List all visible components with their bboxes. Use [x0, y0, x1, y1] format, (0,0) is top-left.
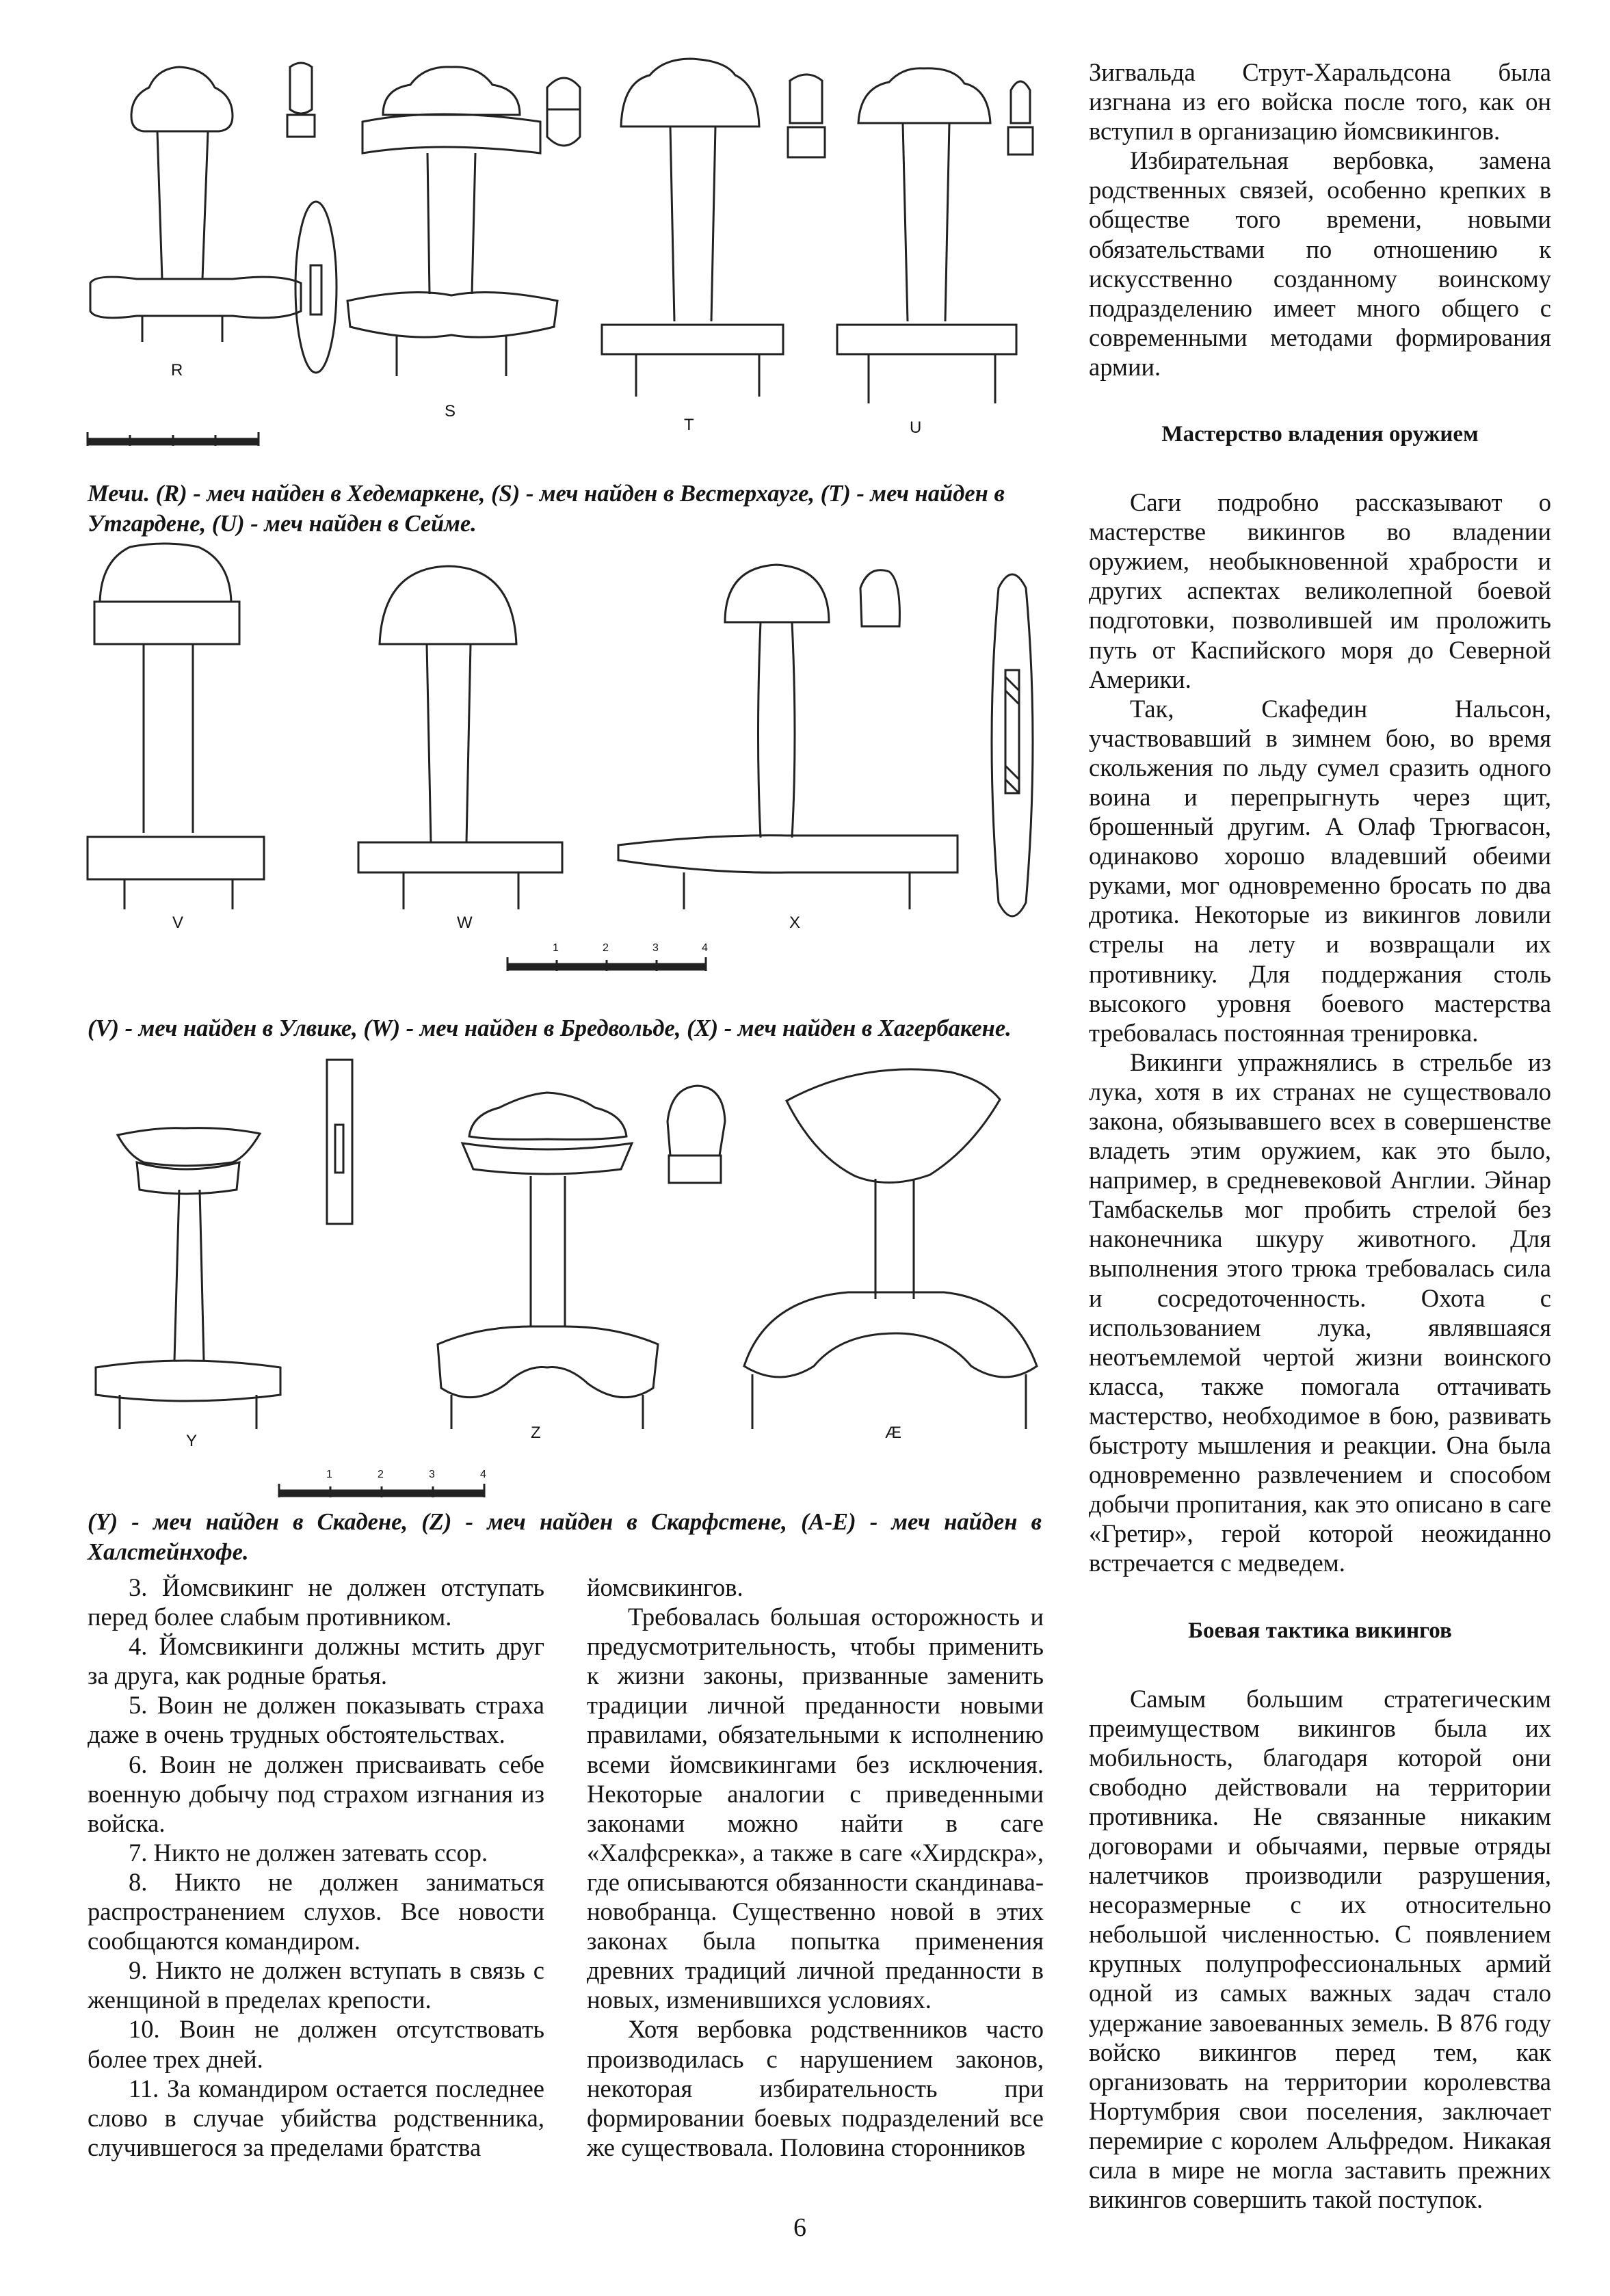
- sword-Y-drawing: [96, 1060, 352, 1429]
- rule-paragraph: 11. За командиром остается последнее слово в случае убийства родственника, случившегося за пределами братства: [88, 2074, 544, 2161]
- page-number: 6: [793, 2213, 806, 2242]
- figure-caption-row2: (V) - меч найден в Улвике, (W) - меч найден в Бредвольде, (X) - меч найден в Хагербакене.: [88, 1015, 1012, 1041]
- scale-mark: 2: [378, 1469, 384, 1480]
- rule-paragraph: 7. Никто не должен затевать ссор.: [129, 1838, 488, 1867]
- scale-mark: 1: [553, 942, 559, 954]
- sword-T-drawing: [602, 59, 825, 397]
- body-paragraph: Саги подробно рассказывают о мастерстве викингов во владении оружием, необыкновенной храбрости и других аспектах великолепной боевой подготовки, позволившей им проложить путь от Каспийского моря до Северной Америки.: [1089, 488, 1551, 693]
- scale-mark: 4: [702, 942, 708, 954]
- rule-paragraph: 4. Йомсвикинги должны мстить друг за друга, как родные братья.: [88, 1632, 544, 1690]
- scale-mark: 3: [652, 942, 659, 954]
- figure-label-S: S: [445, 402, 456, 421]
- figure-label-V: V: [172, 913, 184, 932]
- sword-W-drawing: [358, 566, 562, 909]
- figure-caption-row3: (Y) - меч найден в Скадене, (Z) - меч найден в Скарфстене, (A-E) - меч найден в Халстейнхофе.: [88, 1509, 1042, 1565]
- body-paragraph: Так, Скафедин Нальсон, участвовавший в зимнем бою, во время скольжения по льду сумел сразить одного воина и перепрыгнуть через щит, брошенный другим. А Олаф Трюгвасон, одинаково хорошо владевший обеими руками, мог одновременно бросать по два дротика. Некоторые из викингов ловили стрелы на лету и возвращали их противнику. Для поддержания столь высокого уровня боевого мастерства требовалась постоянная тренировка.: [1089, 694, 1551, 1047]
- figure-label-Z: Z: [531, 1424, 541, 1442]
- section-heading-combat-tactics: Боевая тактика викингов: [1188, 1618, 1452, 1643]
- scale-mark: 4: [480, 1469, 486, 1480]
- body-paragraph: Требовалась большая осторожность и предусмотрительность, чтобы применить к жизни законы, призванные заменить традиции личной преданности новыми правилами, обязательными к исполнению всеми йомсвикингами без исключения. Некоторые аналогии с приведенными законами можно найти в саге «Халфсрекка», а также в саге «Хирдскра», где описываются обязанности скандинава-новобранца. Существенно новой в этих законах была попытка применения древних традиций личной преданности в новых, изменившихся условиях.: [587, 1603, 1044, 2014]
- figure-caption-row1: Мечи. (R) - меч найден в Хедемаркене, (S) - меч найден в Вестерхауге, (T) - меч найден в Утгардене, (U) - меч найден в Сейме.: [88, 481, 1005, 537]
- middle-column: [587, 1573, 1044, 2162]
- figure-label-R: R: [171, 361, 183, 379]
- body-paragraph: Викинги упражнялись в стрельбе из лука, хотя в их странах не существовало закона, обязывавшего всех в совершенстве владеть этим оружием, как это было, например, в средневековой Англии. Эйнар Тамбаскельв мог пробить стрелой без наконечника шкуру животного. Для выполнения этого трюка требовалась сила и сосредоточенность. Охота с использованием лука, являвшаяся неотъемлемой чертой жизни воинского класса, также помогала оттачивать мастерство, необходимое в бою, развивать быстроту мышления и реакции. Она была одновременно развлечением и способом добычи пропитания, как это описано в саге «Гретир», герой которой неожиданно встречается с медведем.: [1089, 1047, 1551, 1577]
- rule-paragraph: 6. Воин не должен присваивать себе военную добычу под страхом изгнания из войска.: [88, 1750, 544, 1837]
- body-paragraph: Избирательная вербовка, замена родственных связей, особенно крепких в обществе того времени, новыми обязательствами по отношению к искусственно созданному воинскому подразделению имеет много общего с современными методами формирования армии.: [1089, 146, 1551, 381]
- figure-label-T: T: [684, 416, 694, 434]
- body-paragraph: Хотя вербовка родственников часто производилась с нарушением законов, некоторая избирательность при формировании боевых подразделений все же существовала. Половина сторонников: [587, 2015, 1044, 2161]
- sword-V-drawing: [88, 544, 264, 909]
- rule-paragraph: 3. Йомсвикинг не должен отступать перед более слабым противником.: [88, 1573, 544, 1631]
- section-heading-weapon-mastery: Мастерство владения оружием: [1161, 422, 1479, 447]
- rule-paragraph: 8. Никто не должен заниматься распространением слухов. Все новости сообщаются командиром.: [88, 1867, 544, 1955]
- sword-S-drawing: [347, 67, 580, 376]
- figure-label-U: U: [910, 418, 922, 437]
- figure-label-AE: Æ: [885, 1424, 901, 1442]
- rule-paragraph: 5. Воин не должен показывать страха даже в очень трудных обстоятельствах.: [88, 1691, 544, 1749]
- right-column: [1089, 57, 1551, 2214]
- scale-mark: 3: [429, 1469, 435, 1480]
- rule-paragraph: 10. Воин не должен отсутствовать более трех дней.: [88, 2015, 544, 2073]
- figure-label-X: X: [789, 913, 801, 932]
- sword-U-drawing: [837, 68, 1033, 403]
- sword-X-drawing: [618, 565, 1033, 916]
- scale-mark: 1: [326, 1469, 332, 1480]
- left-column: [88, 1573, 544, 2162]
- figure-label-Y: Y: [186, 1432, 198, 1450]
- body-paragraph: Самым большим стратегическим преимуществом викингов была их мобильность, благодаря которой они свободно действовали на территории противника. Не связанные никаким договорами и обычаями, первые отряды налетчиков производили разрушения, несоразмерные с их относительно небольшой численностью. С появлением крупных полупрофессиональных армий одной из самых важных задач стало удержание завоеванных земель. В 876 году войско викингов перед тем, как организовать на территории королевства Нортумбрия свои поселения, заключает перемирие с королем Альфредом. Никакая сила в мире не могла заставить прежних викингов совершить такой поступок.: [1089, 1684, 1551, 2214]
- rule-paragraph: 9. Никто не должен вступать в связь с женщиной в пределах крепости.: [88, 1956, 544, 2014]
- body-paragraph: Зигвальда Струт-Харальдсона была изгнана из его войска после того, как он вступил в организацию йомсвикингов.: [1089, 58, 1551, 146]
- sword-AE-drawing: [744, 1069, 1037, 1429]
- scale-mark: 2: [603, 942, 609, 954]
- figure-label-W: W: [457, 913, 473, 932]
- sword-R-drawing: [90, 63, 336, 373]
- body-paragraph: йомсвикингов.: [587, 1573, 743, 1601]
- sword-Z-drawing: [438, 1086, 725, 1429]
